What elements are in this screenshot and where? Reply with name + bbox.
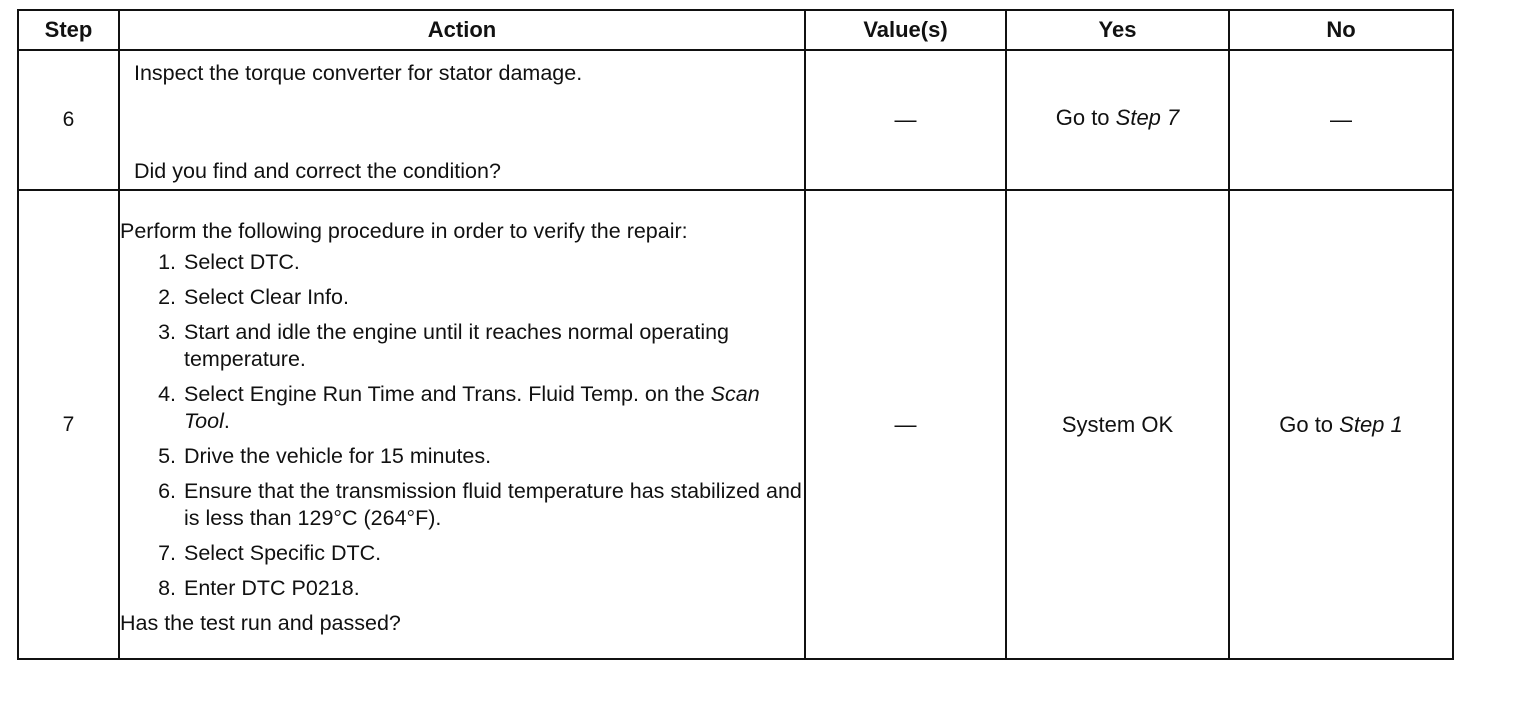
item-number: 8. [158,576,176,600]
list-item [120,249,804,276]
action-cell [119,190,805,659]
action-cell [119,50,805,190]
list-item [120,319,804,373]
table-row-step-7 [18,190,1453,659]
yes-step-link: Step 7 [1115,104,1180,130]
item-text: Select Specific DTC. [184,541,382,565]
item-text-after: . [223,409,230,433]
item-text: Select Clear Info. [184,285,349,309]
item-text: Drive the vehicle for 15 minutes. [184,444,492,468]
yes-cell [1006,50,1229,190]
list-item [120,540,804,567]
item-text-before: Select Engine Run Time and Trans. Fluid Temp. on the [184,382,711,406]
no-cell [1229,190,1453,659]
scan-tool-term: Scan Tool [184,382,760,433]
item-number: 7. [158,541,176,565]
item-text: Select DTC. [184,250,300,274]
action-intro: Perform the following procedure in order to verify the repair: [120,219,688,243]
item-text: Start and idle the engine until it reaches normal operating temperature. [184,320,730,371]
no-step-link: Step 1 [1339,411,1403,437]
list-item [120,478,804,532]
no-prefix: Go to [1279,411,1340,437]
list-item [120,381,804,435]
item-number: 6. [158,479,176,503]
yes-prefix: Go to [1055,104,1116,130]
item-number: 5. [158,444,176,468]
item-number: 1. [158,250,176,274]
yes-cell: System OK [1006,190,1229,659]
step-number: 6 [18,50,119,190]
value-cell: — [805,50,1006,190]
no-cell: — [1229,50,1453,190]
item-text: Enter DTC P0218. [184,576,360,600]
item-number: 2. [158,285,176,309]
action-instruction: Inspect the torque converter for stator damage. [134,61,583,85]
item-number: 4. [158,382,176,406]
list-item [120,443,804,470]
action-question: Did you find and correct the condition? [134,159,501,183]
list-item [120,575,804,602]
header-action: Action [119,10,805,50]
item-text [184,381,804,435]
header-no: No [1229,10,1453,50]
procedure-list [120,249,804,602]
header-step: Step [18,10,119,50]
header-yes: Yes [1006,10,1229,50]
action-question: Has the test run and passed? [120,611,401,635]
value-cell: — [805,190,1006,659]
diagnostic-table [17,9,1454,660]
step-number: 7 [18,190,119,659]
item-number: 3. [158,320,176,344]
item-text: Ensure that the transmission fluid temperature has stabilized and is less than 129°C (264°F). [184,479,802,530]
header-values: Value(s) [805,10,1006,50]
header-row [18,10,1453,50]
list-item [120,284,804,311]
table-row-step-6 [18,50,1453,190]
